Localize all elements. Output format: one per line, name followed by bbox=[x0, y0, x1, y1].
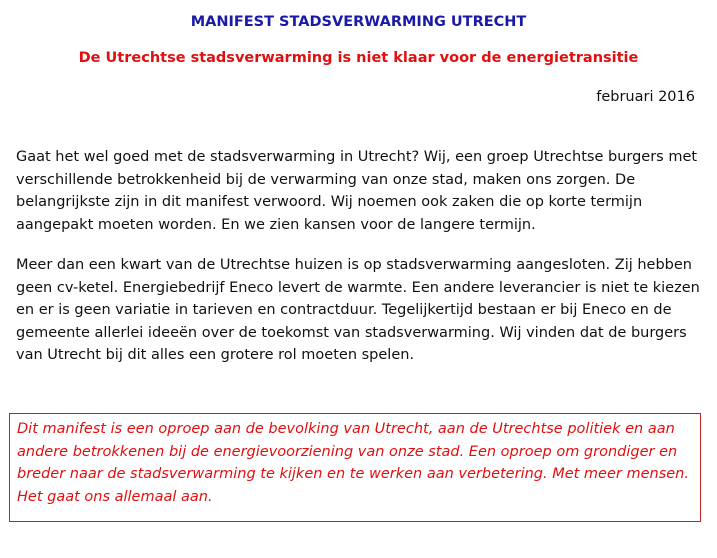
paragraph-line: belangrijkste zijn in dit manifest verwoord. Wij noemen ook zaken die op korte termijn bbox=[16, 194, 643, 210]
callout-line: andere betrokkenen bij de energievoorziening van onze stad. Een oproep om grondiger en bbox=[17, 443, 678, 460]
paragraph-line: gemeente allerlei ideeën over de toekomst van stadsverwarming. Wij vinden dat de burgers bbox=[16, 324, 687, 341]
callout-line: breder naar de stadsverwarming te kijken en te werken aan verbetering. Met meer mensen. bbox=[17, 466, 689, 482]
document-subtitle: De Utrechtse stadsverwarming is niet klaar voor de energietransitie bbox=[78, 50, 639, 66]
paragraph-line: aangepakt moeten worden. En we zien kansen voor de langere termijn. bbox=[16, 216, 536, 233]
callout-line: Het gaat ons allemaal aan. bbox=[17, 488, 213, 505]
paragraph-line: Meer dan een kwart van de Utrechtse huizen is op stadsverwarming aangesloten. Zij hebben bbox=[16, 257, 692, 273]
paragraph-line: Gaat het wel goed met de stadsverwarming in Utrecht? Wij, een groep Utrechtse burgers met bbox=[16, 149, 698, 165]
callout-line: Dit manifest is een oproep aan de bevolking van Utrecht, aan de Utrechtse politiek en aan bbox=[17, 421, 675, 437]
paragraph-line: en er is geen variatie in tarieven en contractduur. Tegelijkertijd bestaan er bij Eneco en de bbox=[16, 302, 672, 318]
paragraph-intro bbox=[16, 146, 706, 236]
document-date: februari 2016 bbox=[596, 89, 695, 105]
paragraph-line: verschillende betrokkenheid bij de verwarming van onze stad, maken ons zorgen. De bbox=[16, 171, 636, 188]
paragraph-line: van Utrecht bij dit alles een grotere rol moeten spelen. bbox=[16, 347, 415, 363]
paragraph-line: geen cv-ketel. Energiebedrijf Eneco levert de warmte. Een andere leverancier is niet te kiezen bbox=[16, 279, 700, 296]
document-title: MANIFEST STADSVERWARMING UTRECHT bbox=[190, 14, 527, 30]
callout-box bbox=[9, 413, 701, 522]
paragraph-context bbox=[16, 254, 706, 367]
